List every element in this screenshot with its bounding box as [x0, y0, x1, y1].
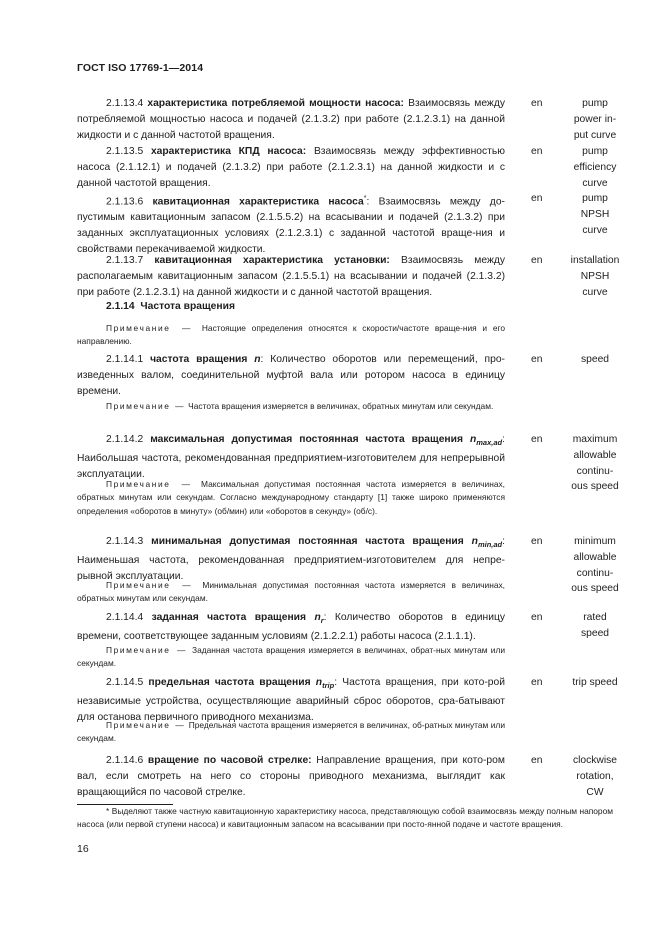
footnote-mark: * — [106, 806, 110, 816]
language-code: en — [531, 755, 543, 766]
entry-number: 2.1.14.6 — [106, 755, 144, 766]
symbol: n — [469, 434, 477, 445]
note-body: Заданная частота вращения измеряется в величинах, обрат-ных минутам или секундам. — [77, 645, 506, 669]
footnote-ref: * — [363, 195, 367, 202]
term-ru: характеристика потребляемой мощности насоса: — [147, 98, 404, 109]
entry-number: 2.1.14.5 — [106, 677, 144, 688]
note-dash: — — [175, 401, 184, 411]
note-dash: — — [177, 645, 186, 655]
section-heading — [106, 301, 235, 312]
definition-text — [77, 253, 505, 300]
note-body: Минимальная допустимая постоянная частота измеряется в величинах, обратных минутам или секундам. — [77, 580, 505, 604]
definition-text — [77, 675, 505, 725]
entry-number: 2.1.14.2 — [106, 434, 144, 445]
note-label: Примечание — [106, 401, 171, 411]
page-number: 16 — [77, 843, 89, 855]
language-code: en — [531, 536, 543, 547]
language-code: en — [531, 677, 543, 688]
note-body: Максимальная допустимая постоянная частота измеряется в величинах, обратных минутам или секундам. Согласно международному стандарту [1] также широко применяются определения «оборотов в минуту» (об/мин) или «оборотов в секунду» (об/с). — [77, 479, 506, 516]
note-label: Примечание — [106, 323, 171, 333]
language-code: en — [531, 612, 543, 623]
term-en: speed — [580, 354, 610, 365]
definition-body: : Количество оборотов в единицу времени, соответствующее заданным условиям (2.1.2.2.1) работы насоса (2.1.1.1). — [77, 612, 505, 642]
term-en: pump power in- put curve — [573, 98, 617, 141]
definition-text — [77, 191, 505, 258]
definition-body: Взаимосвязь между потребляемой мощностью насоса и подачей (2.1.3.2) при работе (2.1.2.3.1) на данной жидкости и с данной частотой вращения. — [77, 98, 505, 141]
term-en: pump NPSH curve — [580, 193, 610, 236]
term-ru: максимальная допустимая постоянная частота вращения — [150, 434, 463, 445]
section-number: 2.1.14 — [106, 301, 135, 312]
note-text — [77, 478, 505, 518]
term-ru: заданная частота вращения — [151, 612, 307, 623]
language-code: en — [531, 193, 543, 204]
note-body: Настоящие определения относятся к скорости/частоте враще-ния и его направлению. — [77, 323, 506, 347]
definition-text — [77, 352, 505, 399]
language-code: en — [531, 434, 543, 445]
note-body: Частота вращения измеряется в величинах, обратных минутам или секундам. — [188, 401, 494, 411]
term-en: maximum allowable continu- ous speed — [571, 434, 619, 493]
term-ru: кавитационная характеристика насоса — [152, 196, 364, 208]
definition-body: Взаимосвязь между располагаемым кавитационным запасом (2.1.5.5.1) на всасывании и подачей (2.1.3.2) при работе (2.1.2.3.1) на данной жидкости и с данной частотой вращения. — [77, 255, 505, 298]
term-ru: кавитационная характеристика установки: — [154, 255, 390, 266]
language-code: en — [531, 146, 543, 157]
definition-body: : Частота вращения, при кото-рой независимые устройства, осуществляющие аварийный сброс оборотов, сра-батывают для останова первичного приводного механизма. — [77, 677, 505, 723]
definition-text — [77, 753, 505, 800]
note-label: Примечание — [106, 580, 171, 590]
definition-body: Направление вращения, при кото-ром вал, если смотреть на него со стороны приводного механизма, выглядит как вращающийся по часовой стрелке. — [77, 755, 505, 798]
entry-number: 2.1.14.4 — [106, 612, 144, 623]
note-text — [77, 644, 505, 671]
definition-text — [77, 610, 505, 645]
note-dash: — — [181, 323, 191, 333]
definition-body: : Наименьшая частота, рекомендованная предприятием-изготовителем для непре-рывной эксплуатации. — [77, 536, 505, 582]
term-en: trip speed — [572, 677, 618, 688]
symbol: n — [254, 354, 261, 365]
term-en: installation NPSH curve — [570, 255, 620, 298]
symbol: n — [315, 677, 323, 688]
language-code: en — [531, 354, 543, 365]
definition-body: : Взаимосвязь между до-пустимым кавитационным запасом (2.1.5.5.2) на всасывании и подачей (2.1.3.2) при заданных эксплуатационных условиях (2.1.2.3.1) с заданной частотой враще-ния и свойствами перекачиваемой жидкости. — [77, 196, 505, 255]
note-dash: — — [181, 479, 190, 489]
definition-text — [77, 96, 505, 143]
term-ru: вращение по часовой стрелке: — [147, 755, 312, 766]
note-text — [77, 400, 505, 413]
term-ru: минимальная допустимая постоянная частота вращения — [151, 536, 464, 547]
symbol: n — [471, 536, 478, 547]
definition-body: : Количество оборотов или перемещений, про-изведенных валом, соединительной муфтой вала или ротором насоса в единицу времени. — [77, 354, 505, 397]
definition-body: Взаимосвязь между эффективностью насоса (2.1.12.1) и подачей (2.1.3.2) при работе (2.1.2.3.1) на данной жидкости и с данной частотой вращения. — [77, 146, 505, 189]
note-text — [77, 579, 505, 606]
note-label: Примечание — [106, 479, 171, 489]
note-body: Предельная частота вращения измеряется в величинах, об-ратных минутам или секундам. — [77, 720, 505, 744]
term-ru: частота вращения — [150, 354, 248, 365]
definition-text — [77, 432, 505, 482]
symbol-subscript: trip — [322, 681, 335, 691]
symbol: n — [314, 612, 321, 623]
entry-number: 2.1.13.7 — [106, 255, 144, 266]
symbol-subscript: r — [320, 616, 324, 626]
language-code: en — [531, 255, 543, 266]
term-en: pump efficiency curve — [573, 146, 617, 189]
note-dash: — — [175, 720, 184, 730]
entry-number: 2.1.13.4 — [106, 98, 144, 109]
term-en: rated speed — [580, 612, 610, 639]
section-title: Частота вращения — [140, 301, 235, 312]
footnote-text: Выделяют также частную кавитационную характеристику насоса, представляющую собой взаимосвязь между полным напором насоса (или первой ступени насоса) и кавитационным запасом на всасывании при посто-янной подаче и частоте вращения. — [77, 806, 614, 830]
footnote — [77, 805, 613, 831]
note-label: Примечание — [106, 720, 171, 730]
term-ru: характеристика КПД насоса: — [150, 146, 307, 157]
symbol-subscript: min,ad — [477, 540, 503, 550]
document-header: ГОСТ ISO 17769-1—2014 — [77, 62, 204, 74]
note-text — [77, 719, 505, 746]
definition-body: : Наибольшая частота, рекомендованная предприятием-изготовителем для непрерывной эксплуатации. — [77, 434, 505, 480]
entry-number: 2.1.14.1 — [106, 354, 144, 365]
entry-number: 2.1.13.6 — [106, 196, 144, 208]
symbol-subscript: max,ad — [476, 438, 503, 448]
entry-number: 2.1.13.5 — [106, 146, 144, 157]
note-label: Примечание — [106, 645, 171, 655]
note-dash: — — [182, 580, 191, 590]
note-text — [77, 322, 505, 349]
definition-text — [77, 534, 505, 584]
language-code: en — [531, 98, 543, 109]
term-ru: предельная частота вращения — [148, 677, 311, 688]
entry-number: 2.1.14.3 — [106, 536, 144, 547]
definition-text — [77, 144, 505, 191]
term-en: minimum allowable continu- ous speed — [571, 536, 619, 595]
term-en: clockwise rotation, CW — [572, 755, 618, 798]
